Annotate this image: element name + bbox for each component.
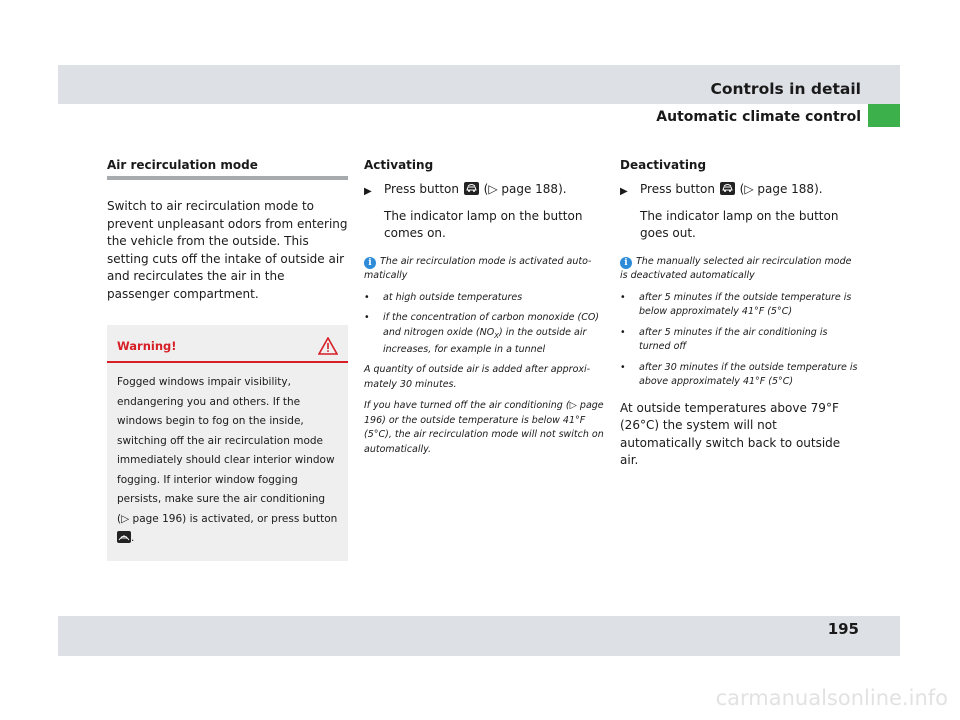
- right-column: [620, 157, 861, 470]
- bullet-text: after 5 minutes if the outside temperature is below approximately 41°F (5°C): [639, 291, 852, 317]
- activating-result: The indicator lamp on the button comes on.: [384, 208, 583, 240]
- note-text-part: If you have turned off the air conditioning: [364, 400, 563, 412]
- heading-rule: [107, 176, 348, 180]
- bullet-text: after 5 minutes if the air conditioning is turned off: [639, 326, 828, 352]
- triangle-right-icon: ▷: [121, 512, 130, 525]
- note-bullet: [620, 326, 861, 355]
- bullet-dot: •: [620, 361, 626, 373]
- note-bullet: [620, 291, 861, 320]
- info-icon: i: [364, 257, 376, 269]
- step-page-ref: page 188: [757, 182, 815, 196]
- note-bullet: [364, 311, 605, 357]
- warning-triangle-icon: [318, 337, 338, 355]
- windshield-defrost-icon: [117, 531, 131, 543]
- step-arrow-icon: ▶: [620, 186, 628, 197]
- note-page-ref: page 196: [364, 400, 604, 426]
- activating-note: [364, 255, 605, 458]
- warning-text-part: .: [131, 532, 135, 544]
- triangle-right-icon: ▷: [488, 182, 498, 196]
- quantity-note: A quantity of outside air is added after approximately 30 minutes.: [364, 364, 591, 390]
- turned-off-note: If you have turned off the air conditioning (▷ page 196) or the outside temperature is below 41°F (5°C), the air recirculation mode will not switch on automatically.: [364, 400, 604, 455]
- closing-paragraph: At outside temperatures above 79°F (26°C) the system will not automatically switch back to outside air.: [620, 400, 841, 467]
- bullet-dot: •: [364, 312, 370, 323]
- warning-header: [107, 325, 348, 361]
- left-column: [107, 157, 348, 561]
- warning-text-part: Fogged windows impair visibility, endangering you and others. If the windows begin to fog on the inside, switching off the air recirculation mode immediately should clear interior window fogging. If interior window fogging persists, make sure the air conditioning (: [117, 376, 335, 525]
- note-intro-text: The air recirculation mode is activated automatically: [364, 255, 592, 281]
- deactivating-step: [620, 181, 861, 201]
- warning-box: [107, 325, 348, 561]
- step-text-part: Press button: [384, 182, 459, 196]
- step-text-part: Press button: [640, 182, 715, 196]
- note-intro: [364, 255, 605, 284]
- info-icon: i: [620, 257, 632, 269]
- bullet-text-part: if the concentration of carbon monoxide (CO) and nitrogen oxide (NO: [383, 312, 600, 338]
- bullet-text: after 30 minutes if the outside temperature is above approximately 41°F (5°C): [639, 361, 858, 387]
- deactivating-result: The indicator lamp on the button goes out.: [640, 208, 839, 240]
- step-page-ref: page 188: [501, 182, 559, 196]
- deactivating-step-text: Press button (▷ page 188).: [640, 182, 823, 196]
- note-intro-text: The manually selected air recirculation mode is deactivated automatically: [620, 255, 852, 281]
- warning-text: [107, 373, 348, 549]
- bullet-dot: •: [620, 291, 626, 303]
- note-bullet: [620, 361, 861, 390]
- section-marker: [868, 104, 900, 127]
- activating-step: [364, 181, 605, 201]
- note-bullet: [364, 291, 605, 306]
- note-text-part: ) or the outside temperature is below 41°F (5°C), the air recirculation mode will not switch on automatically.: [364, 414, 604, 455]
- step-arrow-icon: ▶: [364, 186, 372, 197]
- bullet-dot: •: [364, 291, 370, 303]
- triangle-right-icon: ▷: [569, 400, 577, 412]
- warning-label: Warning!: [117, 339, 177, 353]
- activating-heading: Activating: [364, 158, 434, 172]
- bullet-dot: •: [620, 326, 626, 338]
- footer-band: [58, 616, 900, 656]
- page-number: 195: [827, 620, 859, 638]
- deactivating-heading: Deactivating: [620, 158, 707, 172]
- section-title: Automatic climate control: [656, 109, 861, 125]
- air-recirculation-heading: Air recirculation mode: [107, 158, 258, 172]
- intro-paragraph: Switch to air recirculation mode to prevent unpleasant odors from entering the vehicle from the outside. This setting cuts off the intake of outside air and recirculates the air in the passenger compartment.: [107, 199, 348, 301]
- chapter-title: Controls in detail: [710, 80, 861, 98]
- nox-subscript: X: [494, 331, 499, 340]
- triangle-right-icon: ▷: [744, 182, 754, 196]
- warning-rule: [107, 361, 348, 363]
- note-intro: [620, 255, 861, 284]
- deactivating-note: [620, 255, 861, 390]
- bullet-text-part: air increases, for example in a tunnel: [383, 326, 587, 355]
- bullet-text: [383, 311, 605, 357]
- watermark: carmanualsonline.info: [715, 686, 948, 710]
- activating-step-text: Press button (▷ page 188).: [384, 182, 567, 196]
- car-recirculation-icon: [464, 182, 479, 195]
- car-recirculation-icon: [720, 182, 735, 195]
- bullet-text: at high outside temperatures: [383, 291, 523, 303]
- warning-page-ref: page 196: [132, 512, 183, 525]
- middle-column: [364, 157, 605, 464]
- bullet-text-part: ) in the outside: [498, 326, 572, 338]
- warning-text-part: ) is activated, or press button: [182, 512, 338, 525]
